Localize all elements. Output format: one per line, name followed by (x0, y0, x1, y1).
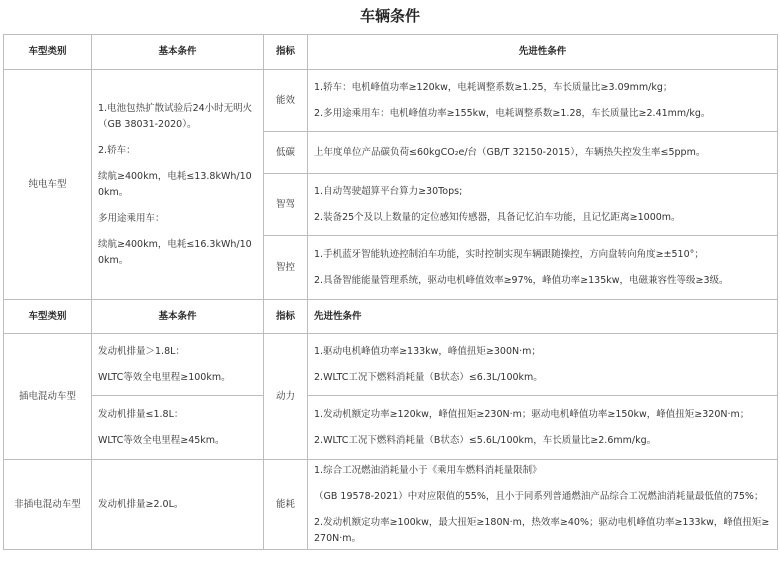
phev-basic-b-line: 发动机排量≤1.8L： (98, 408, 184, 420)
table-subheader-row (4, 300, 778, 334)
header-indicator: 指标 (264, 35, 308, 70)
table-row (4, 334, 778, 396)
bev-smartcontrol-conditions (308, 236, 778, 300)
phev-adv-a-line: 1.驱动电机峰值功率≥133kw，峰值扭矩≥300N·m； (314, 345, 541, 357)
bev-smartdrive-conditions (308, 174, 778, 236)
bev-lowcarbon-conditions: 上年度单位产品碳负荷≤60kgCO₂e/台（GB/T 32150-2015），车辆热失控发生率≤5ppm。 (308, 132, 778, 174)
page-title: 车辆条件 (359, 7, 420, 25)
subheader-basic: 基本条件 (92, 300, 264, 334)
bev-smartcontrol-line: 1.手机蓝牙智能轨迹控制泊车功能，实时控制实现车辆跟随操控，方向盘转向角度≥±510°； (314, 248, 704, 260)
phev-basic-b (92, 396, 264, 460)
bev-basic-line: 1.电池包热扩散试验后24小时无明火（GB 38031-2020）。 (98, 102, 253, 130)
vehicle-conditions-table (3, 34, 778, 550)
subheader-advanced: 先进性条件 (308, 300, 778, 334)
phev-adv-b-line: 1.发动机额定功率≥120kw，峰值扭矩≥230N·m；驱动电机峰值功率≥150kw，峰值扭矩≥320N·m； (314, 408, 750, 420)
header-category: 车型类别 (4, 35, 92, 70)
hev-adv-line: （GB 19578-2021）中对应限值的55%，且小于同系列普通燃油产品综合工况燃油消耗量最低值的75%； (314, 490, 764, 502)
bev-energy-line: 1.轿车：电机峰值功率≥120kw，电耗调整系数≥1.25，车长质量比≥3.09mm/kg； (314, 81, 673, 93)
phev-adv-a (308, 334, 778, 396)
header-advanced: 先进性条件 (308, 35, 778, 70)
subheader-category: 车型类别 (4, 300, 92, 334)
bev-smartcontrol-label: 智控 (264, 236, 308, 300)
subheader-indicator: 指标 (264, 300, 308, 334)
header-basic: 基本条件 (92, 35, 264, 70)
phev-basic-a-line: 发动机排量＞1.8L： (98, 345, 185, 357)
hev-category: 非插电混动车型 (4, 460, 92, 550)
phev-category: 插电混动车型 (4, 334, 92, 460)
hev-basic: 发动机排量≥2.0L。 (92, 460, 264, 550)
phev-adv-a-line: 2.WLTC工况下燃料消耗量（B状态）≤6.3L/100km。 (314, 371, 543, 383)
bev-category: 纯电车型 (4, 70, 92, 300)
phev-basic-a-line: WLTC等效全电里程≥100km。 (98, 371, 231, 383)
hev-adv (308, 460, 778, 550)
bev-energy-label: 能效 (264, 70, 308, 132)
hev-indicator: 能耗 (264, 460, 308, 550)
bev-energy-conditions (308, 70, 778, 132)
phev-basic-b-line: WLTC等效全电里程≥45km。 (98, 434, 225, 446)
table-row (4, 460, 778, 550)
phev-indicator: 动力 (264, 334, 308, 460)
bev-basic-line: 多用途乘用车： (98, 212, 165, 224)
bev-energy-line: 2.多用途乘用车：电机峰值功率≥155kw，电耗调整系数≥1.28，车长质量比≥2.41mm/kg。 (314, 107, 711, 119)
bev-basic-line: 2.轿车： (98, 144, 136, 156)
hev-adv-line: 2.发动机额定功率≥100kw，最大扭矩≥180N·m，热效率≥40%；驱动电机峰值功率≥133kw，峰值扭矩≥270N·m。 (314, 516, 770, 544)
hev-adv-line: 1.综合工况燃油消耗量小于《乘用车燃料消耗量限制》 (314, 464, 542, 476)
phev-adv-b (308, 396, 778, 460)
bev-basic-line: 续航≥400km，电耗≤16.3kWh/100km。 (98, 238, 252, 266)
bev-smartcontrol-line: 2.具备智能能量管理系统，驱动电机峰值效率≥97%，峰值功率≥135kw，电磁兼容性等级≥3级。 (314, 274, 729, 286)
table-row (4, 70, 778, 132)
bev-smartdrive-line: 1.自动驾驶超算平台算力≥30Tops; (314, 185, 463, 197)
table-row (4, 396, 778, 460)
bev-basic-conditions (92, 70, 264, 300)
table-header-row (4, 35, 778, 70)
phev-adv-b-line: 2.WLTC工况下燃料消耗量（B状态）≤5.6L/100km，车长质量比≥2.6mm/kg。 (314, 434, 657, 446)
bev-smartdrive-line: 2.装备25个及以上数量的定位感知传感器，具备记忆泊车功能，且记忆距离≥1000m。 (314, 211, 681, 223)
phev-basic-a (92, 334, 264, 396)
bev-lowcarbon-label: 低碳 (264, 132, 308, 174)
bev-basic-line: 续航≥400km，电耗≤13.8kWh/100km。 (98, 170, 252, 198)
bev-smartdrive-label: 智驾 (264, 174, 308, 236)
